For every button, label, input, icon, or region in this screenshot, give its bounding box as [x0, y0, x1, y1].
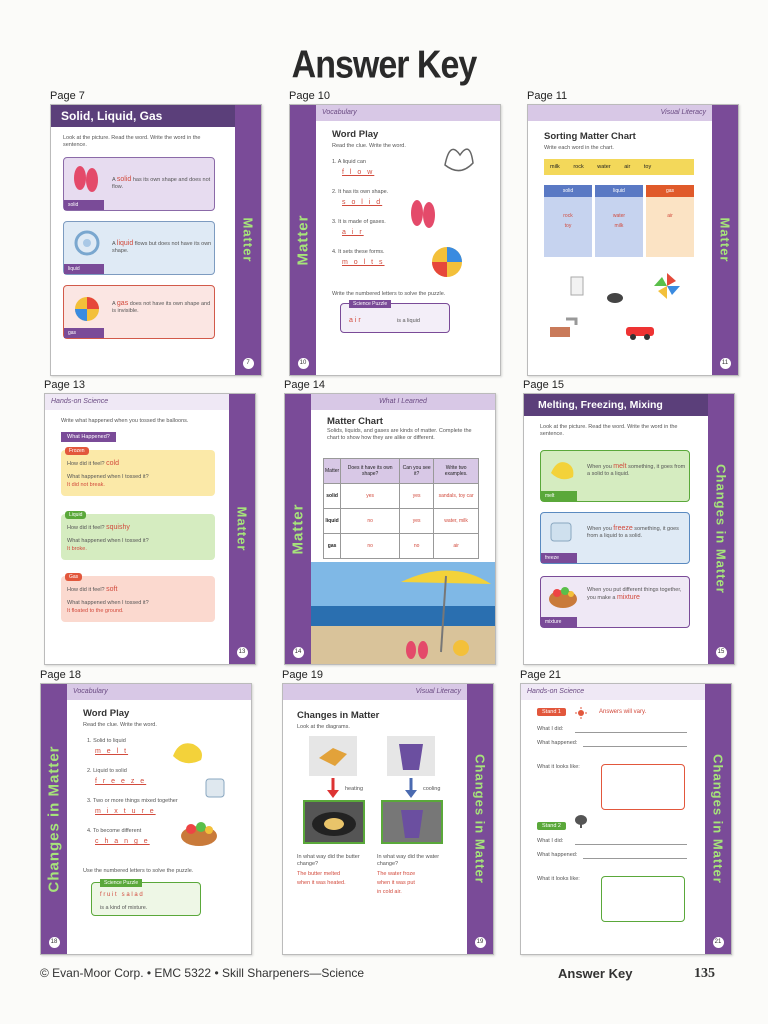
- worksheet-page-7: [50, 104, 262, 376]
- frozen-cup-image: [381, 800, 443, 844]
- sandals-icon: [408, 195, 438, 231]
- item-box: mixture When you put different things together, you make a mixture: [540, 576, 690, 628]
- worksheet-title: Changes in Matter: [297, 710, 380, 721]
- page-number-dot: 10: [298, 358, 309, 369]
- tab-title: Matter: [294, 214, 312, 266]
- page-number-dot: 7: [243, 358, 254, 369]
- worksheet-page-13: [44, 393, 256, 665]
- instruction: Look at the picture. Read the word. Write the word in the sentence.: [540, 424, 678, 437]
- page-number-dot: 18: [49, 937, 60, 948]
- page-label: Page 19: [282, 669, 323, 681]
- melted-butter-pan-image: [303, 800, 365, 844]
- clue: 3. It is made of gases.: [332, 219, 386, 225]
- ice-cube-icon: [547, 519, 575, 545]
- copyright-footer: © Evan-Moor Corp. • EMC 5322 • Skill Sharpeners—Science: [40, 966, 365, 980]
- chart-column: gas air: [646, 185, 694, 257]
- answer: m e l t: [95, 748, 129, 755]
- page-label: Page 21: [520, 669, 561, 681]
- thumb-page-13: [44, 379, 269, 675]
- side-tab: [712, 105, 738, 375]
- header-bar: Visual Literacy: [528, 105, 712, 121]
- tab-title: Matter: [234, 506, 250, 552]
- page-number-dot: 11: [720, 358, 731, 369]
- item-tag: liquid: [64, 264, 104, 274]
- side-tab: [467, 684, 493, 954]
- pinwheel-icon: [652, 271, 682, 301]
- thumb-page-10: [289, 90, 514, 386]
- answer: solid: [116, 176, 132, 183]
- answer: s o l i d: [342, 199, 383, 206]
- header-bar: Hands-on Science: [521, 684, 705, 700]
- item-box: melt When you melt something, it goes from a solid to a liquid.: [540, 450, 690, 502]
- water-splash-icon: [72, 228, 102, 258]
- page-number-dot: 19: [475, 937, 486, 948]
- puzzle-text: is a kind of mixture.: [100, 905, 148, 911]
- word: toy: [643, 164, 652, 170]
- rock-icon: [606, 291, 624, 303]
- section-box: Gas How did it feel? soft What happened when I tossed it? It floated to the ground.: [61, 576, 215, 622]
- matter-chart: Matter Does it have its own shape? Can you see it? Write two examples. solid yes yes sandals, toy car liquid no yes water, milk gas no no air: [323, 458, 479, 559]
- page-number-dot: 21: [713, 937, 724, 948]
- answer: f l o w: [342, 169, 375, 176]
- clue: 2. Liquid to solid: [87, 768, 127, 774]
- answer: c h a n g e: [95, 838, 150, 845]
- worksheet-page-11: [527, 104, 739, 376]
- plant-icon: [573, 814, 589, 828]
- clue: 3. Two or more things mixed together: [87, 798, 178, 804]
- question: In what way did the butter change?: [297, 854, 360, 867]
- answer: The water froze when it was put in cold air.: [377, 871, 416, 895]
- worksheet-page-19: [282, 683, 494, 955]
- toy-car-icon: [624, 321, 656, 341]
- sandals-icon: [72, 164, 100, 194]
- worksheet-title: Matter Chart: [327, 416, 383, 427]
- water-cup-icon: [387, 736, 435, 776]
- tab-title: Changes in Matter: [45, 745, 63, 893]
- side-tab: [229, 394, 255, 664]
- puzzle-prompt: Use the numbered letters to solve the puzzle.: [83, 868, 194, 874]
- write-line: [575, 732, 687, 733]
- puzzle-label: Science Puzzle: [349, 300, 391, 308]
- station-label: Stand 2: [537, 822, 566, 830]
- instruction: Look at the picture. Read the word. Write the word in the sentence.: [63, 135, 201, 148]
- instruction: Read the clue. Write the word.: [83, 722, 157, 728]
- clue: 4. To become different: [87, 828, 142, 834]
- side-tab: [285, 394, 311, 664]
- beach-ball-icon: [72, 294, 102, 324]
- worksheet-page-18: [40, 683, 252, 955]
- page-label: Page 13: [44, 379, 85, 391]
- thumb-page-15: [523, 379, 748, 675]
- worksheet-page-14: [284, 393, 496, 665]
- cooling-arrow-icon: [405, 778, 417, 798]
- header-bar: Visual Literacy: [283, 684, 467, 700]
- clue: 2. It has its own shape.: [332, 189, 389, 195]
- instruction: Write each word in the chart.: [544, 145, 614, 151]
- page-label: Page 14: [284, 379, 325, 391]
- page-number: 135: [694, 966, 715, 981]
- drawing-box: [601, 764, 685, 810]
- header-bar: Vocabulary: [316, 105, 500, 121]
- write-line: [575, 844, 687, 845]
- beach-ball-icon: [430, 245, 464, 279]
- worksheet-page-15: [523, 393, 735, 665]
- instruction: Read the clue. Write the word.: [332, 143, 406, 149]
- banner: What Happened?: [61, 432, 116, 442]
- tab-title: Changes in Matter: [472, 754, 488, 884]
- clue: 4. It sets these forms.: [332, 249, 385, 255]
- instruction: Look at the diagrams.: [297, 724, 350, 730]
- thumb-page-11: [527, 90, 752, 386]
- worksheet-title: Word Play: [332, 129, 379, 140]
- puzzle-text: is a liquid: [397, 318, 420, 324]
- side-tab: [235, 105, 261, 375]
- arrow-label: heating: [345, 786, 364, 792]
- item-box: solid A solid has its own shape and does not flow.: [63, 157, 215, 211]
- page-number-dot: 15: [716, 647, 727, 658]
- word: milk: [550, 164, 560, 170]
- answer-note: Answers will vary.: [599, 709, 647, 715]
- item-box: liquid A liquid flows but does not have its own shape.: [63, 221, 215, 275]
- butter-block-icon: [309, 736, 357, 776]
- worksheet-page-10: [289, 104, 501, 376]
- science-puzzle-box: Science Puzzle a i r is a liquid: [340, 303, 450, 333]
- item-text: flows but does not have its own shape.: [112, 241, 212, 254]
- beach-scene-image: [311, 562, 495, 664]
- item-box: gas A gas does not have its own shape and is invisible.: [63, 285, 215, 339]
- page-label: Page 11: [527, 90, 568, 102]
- thumb-page-18: [40, 669, 265, 965]
- item-box: freeze When you freeze something, it goes from a liquid to a solid.: [540, 512, 690, 564]
- puzzle-label: Science Puzzle: [100, 879, 142, 887]
- science-puzzle-box: Science Puzzle f r u i t s a l a d is a kind of mixture.: [91, 882, 201, 916]
- tab-title: Matter: [240, 217, 256, 263]
- answer: a i r: [342, 229, 364, 236]
- header-bar: What I Learned: [311, 394, 495, 410]
- thumb-page-7: [50, 90, 275, 386]
- page-label: Page 15: [523, 379, 564, 391]
- thumb-page-21: [520, 669, 745, 965]
- worksheet-title: Melting, Freezing, Mixing: [524, 394, 708, 416]
- tab-title: Changes in Matter: [713, 464, 729, 594]
- side-tab: [41, 684, 67, 954]
- worksheet-page-21: Hands-on Science Stand 1 Answers will vary. What I did: What happened: What it looks like: Stand 2 What I did: What happened: What it looks like: Changes in Matter 21: [520, 683, 732, 955]
- butter-icon: [547, 455, 577, 485]
- word: rock: [573, 164, 584, 170]
- station-label: Stand 1: [537, 708, 566, 716]
- chart-column: liquid water milk: [595, 185, 643, 257]
- page-label: Page 18: [40, 669, 81, 681]
- page-number-dot: 13: [237, 647, 248, 658]
- question: In what way did the water change?: [377, 854, 440, 867]
- side-tab: [290, 105, 316, 375]
- word-bank: [544, 159, 694, 175]
- tab-title: Changes in Matter: [710, 754, 726, 884]
- header-bar: Hands-on Science: [45, 394, 229, 410]
- page-label: Page 10: [289, 90, 330, 102]
- answer: m o l t s: [342, 259, 385, 266]
- butter-icon: [169, 736, 207, 768]
- write-line: [583, 858, 687, 859]
- section-label: Answer Key: [558, 966, 633, 981]
- worksheet-title: Sorting Matter Chart: [544, 131, 636, 142]
- instruction: Write what happened when you tossed the balloons.: [61, 418, 189, 424]
- drawing-box: [601, 876, 685, 922]
- page-title: Answer Key: [291, 43, 477, 87]
- section-box: Liquid How did it feel? squishy What happened when I tossed it? It broke.: [61, 514, 215, 560]
- word: air: [624, 164, 631, 170]
- tab-title: Matter: [289, 503, 307, 555]
- word: water: [597, 164, 611, 170]
- ice-cube-icon: [203, 776, 227, 800]
- instruction: Solids, liquids, and gases are kinds of matter. Complete the chart to show how they are alike or different.: [327, 428, 472, 441]
- fruit-salad-icon: [179, 816, 219, 848]
- item-tag: gas: [64, 328, 104, 338]
- chart-column: solid rock toy: [544, 185, 592, 257]
- clue: 1. A liquid can: [332, 159, 366, 165]
- answer: The butter melted when it was heated.: [297, 871, 346, 886]
- puzzle-prompt: Write the numbered letters to solve the puzzle.: [332, 291, 446, 297]
- worksheet-title: Solid, Liquid, Gas: [51, 105, 235, 127]
- water-splash-icon: [435, 135, 480, 180]
- faucet-icon: [548, 315, 578, 339]
- section-box: Frozen How did it feel? cold What happened when I tossed it? It did not break.: [61, 450, 215, 496]
- heating-arrow-icon: [327, 778, 339, 798]
- page-label: Page 7: [50, 90, 85, 102]
- page-number-dot: 14: [293, 647, 304, 658]
- fruit-salad-icon: [547, 581, 579, 611]
- thumb-page-14: [284, 379, 509, 675]
- header-bar: Vocabulary: [67, 684, 251, 700]
- item-text: does not have its own shape and is invisible.: [112, 301, 211, 314]
- item-text: has its own shape and does not flow.: [112, 177, 211, 190]
- write-line: [583, 746, 687, 747]
- item-tag: solid: [64, 200, 104, 210]
- side-tab: [705, 684, 731, 954]
- milk-glass-icon: [568, 275, 586, 297]
- answer: f r e e z e: [95, 778, 147, 785]
- tab-title: Matter: [717, 217, 733, 263]
- arrow-label: cooling: [423, 786, 441, 792]
- thumb-page-19: [282, 669, 507, 965]
- answer: m i x t u r e: [95, 808, 156, 815]
- answer: gas: [116, 300, 129, 307]
- sun-icon: [575, 706, 587, 718]
- worksheet-title: Word Play: [83, 708, 130, 719]
- clue: 1. Solid to liquid: [87, 738, 126, 744]
- answer: liquid: [116, 240, 134, 247]
- side-tab: [708, 394, 734, 664]
